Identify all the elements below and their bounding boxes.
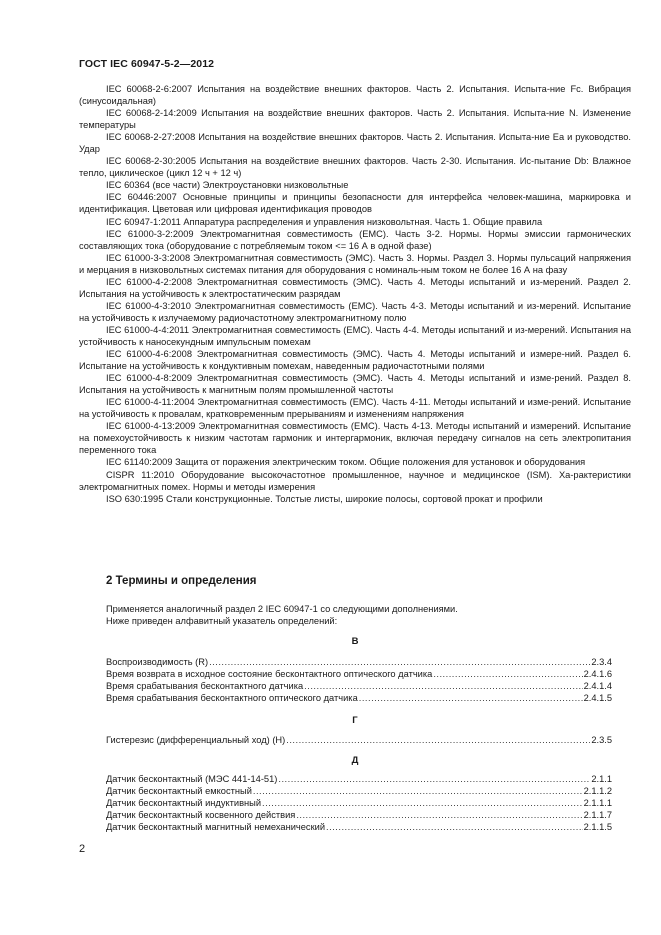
index-ref: 2.1.1 [591,774,612,784]
index-term: Датчик бесконтактный индуктивный [106,798,262,808]
section-title: 2 Термины и определения [106,575,257,587]
reference-item: IEC 60068-2-14:2009 Испытания на воздействие внешних факторов. Часть 2. Испытания. Испыта-ние N. Изменение температуры [79,108,631,131]
reference-item: IEC 61000-4-6:2008 Электромагнитная совместимость (ЭМС). Часть 4. Методы испытаний и измере-ний. Раздел 6. Испытание на устойчивость к кондуктивным помехам, наведенным радиочастотными полями [79,349,631,372]
index-term: Датчик бесконтактный косвенного действия [106,810,296,820]
leader-dots [326,821,583,833]
reference-item: IEC 61000-4-4:2011 Электромагнитная совместимость (ЕМС). Часть 4-4. Методы испытаний и из-мерений. Испытания на устойчивость к наносекундным импульсным помехам [79,324,631,347]
index-ref: 2.1.1.7 [583,810,612,820]
index-entry [106,680,612,692]
index-entry [106,668,612,680]
reference-item: IEC 60068-2-27:2008 Испытания на воздействие внешних факторов. Часть 2. Испытания. Испыта-ние Ea и руководство. Удар [79,132,631,155]
index-group [106,773,612,833]
index-term: Воспроизводимость (R) [106,657,209,667]
index-term: Датчик бесконтактный (МЭС 441-14-51) [106,774,278,784]
leader-dots [262,797,583,809]
reference-item: IEC 60446:2007 Основные принципы и принципы безопасности для интерфейса человек-машина, маркировка и идентификация. Цветовая или цифровая идентификация проводов [79,192,631,215]
leader-dots [433,668,582,680]
index-term: Гистерезис (дифференциальный ход) (H) [106,735,286,745]
index-entry [106,821,612,833]
index-entry [106,785,612,797]
index-ref: 2.4.1.4 [583,681,612,691]
index-term: Датчик бесконтактный емкостный [106,786,252,796]
index-letter: В [351,636,359,647]
index-letter: Д [351,755,359,766]
index-entry [106,692,612,704]
index-term: Датчик бесконтактный магнитный немеханический [106,822,326,832]
document-header: ГОСТ IEC 60947-5-2—2012 [79,58,215,70]
index-ref: 2.1.1.5 [583,822,612,832]
normative-references [79,83,631,505]
index-ref: 2.1.1.2 [583,786,612,796]
index-entry [106,797,612,809]
index-ref: 2.4.1.5 [583,693,612,703]
reference-item: ISO 630:1995 Стали конструкционные. Толстые листы, широкие полосы, сортовой прокат и профили [106,493,543,504]
leader-dots [304,680,582,692]
page-number: 2 [79,843,86,855]
index-group [106,656,612,704]
index-entry [106,809,612,821]
index-term: Время возврата в исходное состояние бесконтактного оптического датчика [106,669,433,679]
leader-dots [286,734,590,746]
index-ref: 2.4.1.6 [583,669,612,679]
section-intro [79,603,631,627]
reference-item: IEC 61000-4-11:2004 Электромагнитная совместимость (ЕМС). Часть 4-11. Методы испытаний и изме-рений. Испытание на устойчивость к провалам, кратковременным прерываниям и изменениям напряжения [79,397,631,420]
index-entry [106,656,612,668]
leader-dots [296,809,582,821]
index-ref: 2.3.5 [591,735,612,745]
reference-item: CISPR 11:2010 Оборудование высокочастотное промышленное, научное и медицинское (ISM). Ха-рактеристики электромагнитных помех. Нормы и методы измерения [79,469,631,492]
intro-paragraph: Применяется аналогичный раздел 2 IEC 60947-1 со следующими дополнениями. [106,604,458,614]
leader-dots [359,692,583,704]
index-letter: Г [352,715,358,726]
reference-item: IEC 61000-4-8:2009 Электромагнитная совместимость (ЭМС). Часть 4. Методы испытаний и изме-рений. Раздел 8. Испытания на устойчивость к магнитным полям промышленной частоты [79,373,631,396]
reference-item: IEC 61000-4-2:2008 Электромагнитная совместимость (ЭМС). Часть 4. Методы испытаний и из-мерений. Раздел 2. Испытания на устойчивость к электростатическим разрядам [79,276,631,299]
reference-item: IEC 60947-1:2011 Аппаратура распределения и управления низковольтная. Часть 1. Общие правила [106,216,543,227]
leader-dots [278,773,590,785]
index-term: Время срабатывания бесконтактного оптического датчика [106,693,358,703]
index-term: Время срабатывания бесконтактного датчика [106,681,304,691]
reference-item: IEC 61000-4-3:2010 Электромагнитная совместимость (ЕМС). Часть 4-3. Методы испытаний и из-мерений. Испытание на устойчивость к излучаемому радиочастотному электромагнитному полю [79,300,631,323]
index-ref: 2.3.4 [591,657,612,667]
index-entry [106,734,612,746]
reference-item: IEC 61000-3-3:2008 Электромагнитная совместимость (ЭМС). Часть 3. Нормы. Раздел 3. Нормы пульсаций напряжения и мерцания в низковольтных системах питания для оборудования с номиналь-ным током не более 16 А на фазу [79,252,631,275]
leader-dots [253,785,583,797]
reference-item: IEC 61140:2009 Защита от поражения электрическим током. Общие положения для установок и оборудования [106,457,586,468]
reference-item: IEC 60364 (все части) Электроустановки низковольтные [106,180,349,191]
index-entry [106,773,612,785]
reference-item: IEC 61000-4-13:2009 Электромагнитная совместимость (ЕМС). Часть 4-13. Методы испытаний и измерений. Испытание на помехоустойчивость к низким частотам гармоник и интергармоник, включая передачу сигналов на сеть электропитания переменного тока [79,421,631,456]
index-group [106,734,612,746]
reference-item: IEC 60068-2-30:2005 Испытания на воздействие внешних факторов. Часть 2-30. Испытания. Ис-пытание Db: Влажное тепло, циклическое (цикл 12 ч + 12 ч) [79,156,631,179]
index-ref: 2.1.1.1 [583,798,612,808]
intro-paragraph: Ниже приведен алфавитный указатель определений: [106,616,338,626]
reference-item: IEC 60068-2-6:2007 Испытания на воздействие внешних факторов. Часть 2. Испытания. Испыта-ние Fc. Вибрация (синусоидальная) [79,84,631,107]
reference-item: IEC 61000-3-2:2009 Электромагнитная совместимость (ЕМС). Часть 3-2. Нормы. Нормы эмиссии гармонических составляющих тока (оборудование с потребляемым током <= 16 А в одной фазе) [79,228,631,251]
leader-dots [209,656,590,668]
